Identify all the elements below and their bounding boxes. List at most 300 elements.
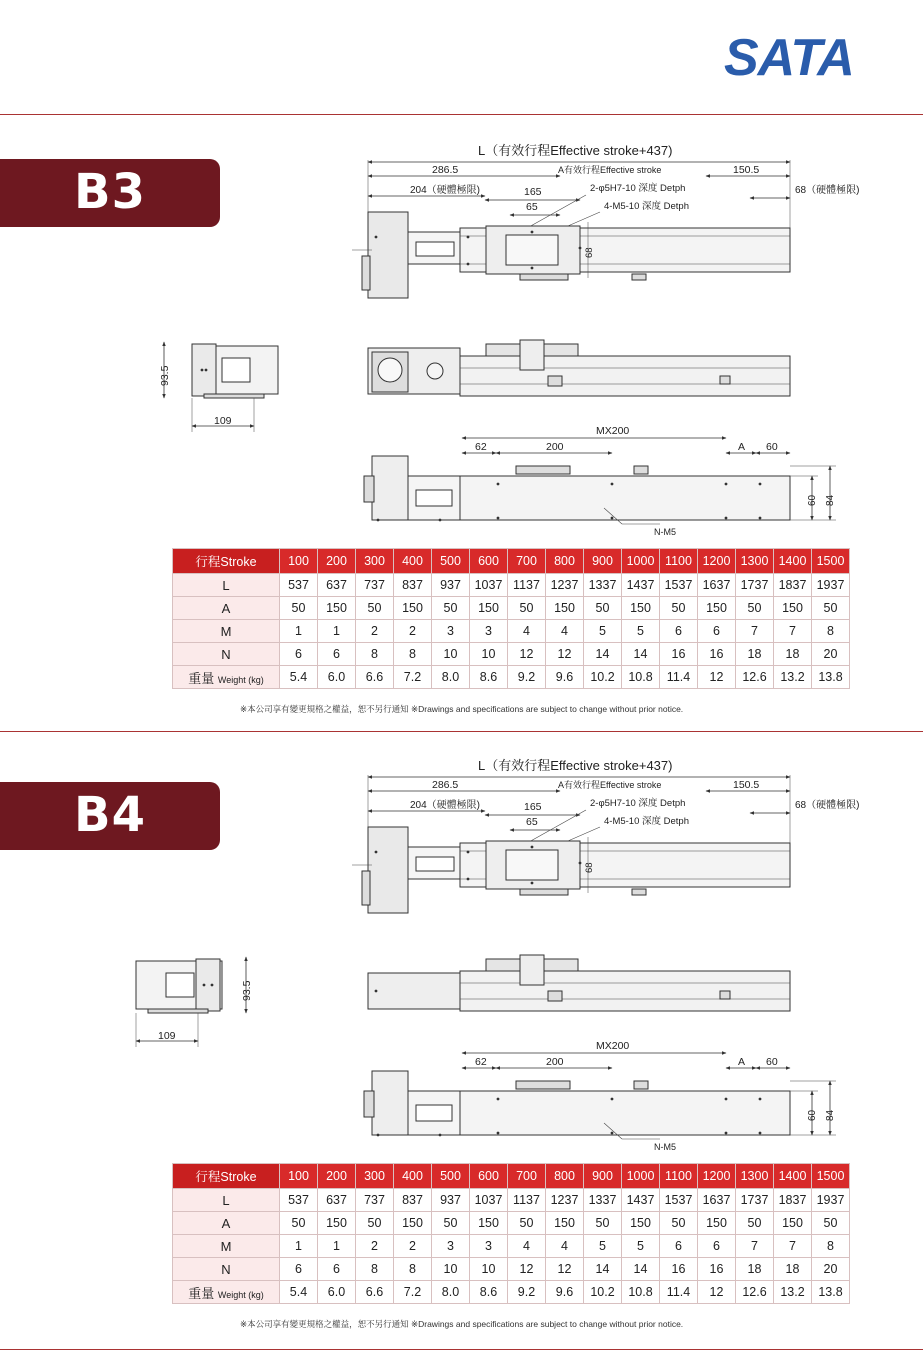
- table-cell: 1937: [812, 1189, 850, 1212]
- table-cell: 150: [698, 1212, 736, 1235]
- stroke-cell: 1100: [660, 1164, 698, 1189]
- dimension-label: 65: [526, 816, 538, 828]
- table-cell: 50: [432, 1212, 470, 1235]
- carriage-block: [520, 955, 544, 985]
- carriage-plate: [506, 235, 558, 265]
- stroke-cell: 100: [280, 1164, 318, 1189]
- table-cell: 50: [812, 1212, 850, 1235]
- coupling-window: [416, 1105, 452, 1121]
- hole-mark: [611, 483, 614, 486]
- base-outer-label: 84: [825, 494, 836, 506]
- stroke-cell: 1300: [736, 1164, 774, 1189]
- stroke-cell: 800: [546, 1164, 584, 1189]
- table-cell: 150: [394, 1212, 432, 1235]
- carriage-height-label: 68: [584, 247, 595, 258]
- hole-mark: [467, 878, 470, 881]
- hole-mark: [205, 369, 208, 372]
- row-label: A: [173, 597, 280, 620]
- motor-bottom: [372, 1071, 408, 1135]
- table-cell: 6: [280, 643, 318, 666]
- carriage-block: [520, 340, 544, 370]
- table-cell: 13.8: [812, 1281, 850, 1304]
- actuator-bottom-body: [460, 476, 790, 520]
- motor-housing: [368, 827, 408, 913]
- table-cell: 7: [774, 620, 812, 643]
- hole-mark: [759, 483, 762, 486]
- hole-mark: [579, 862, 582, 865]
- coupling-window: [416, 242, 454, 256]
- row-label: M: [173, 620, 280, 643]
- stroke-cell: 1000: [622, 1164, 660, 1189]
- stroke-cell: 500: [432, 549, 470, 574]
- coupling-face: [427, 363, 443, 379]
- model-tag-label: B4: [74, 787, 146, 843]
- sensor-bracket: [520, 889, 568, 895]
- table-cell: 10: [470, 643, 508, 666]
- table-cell: 6: [280, 1258, 318, 1281]
- table-cell: 13.8: [812, 666, 850, 689]
- sensor-bracket: [632, 889, 646, 895]
- stroke-cell: 1000: [622, 549, 660, 574]
- table-cell: 537: [280, 1189, 318, 1212]
- table-cell: 50: [356, 597, 394, 620]
- hole-mark: [759, 1098, 762, 1101]
- carriage-height-label: 68: [584, 862, 595, 873]
- table-row-n: [173, 643, 850, 666]
- table-cell: 1537: [660, 574, 698, 597]
- table-row-m: [173, 1235, 850, 1258]
- table-row-l: [173, 1189, 850, 1212]
- dimension-label: 165: [524, 801, 542, 813]
- sensor-bracket: [632, 274, 646, 280]
- end-view-base: [204, 394, 264, 398]
- screw-holes-label: 4-M5-10 深度 Detph: [604, 201, 690, 212]
- weight-label: 重量: [188, 1285, 215, 1301]
- table-cell: 50: [736, 597, 774, 620]
- end-view-slot: [166, 973, 194, 997]
- table-cell: 10.2: [584, 666, 622, 689]
- effective-stroke-label: A有效行程Effective stroke: [558, 165, 662, 175]
- table-cell: 10.8: [622, 1281, 660, 1304]
- table-cell: 8.0: [432, 1281, 470, 1304]
- weight-unit: Weight (kg): [217, 1289, 264, 1300]
- table-cell: 2: [356, 620, 394, 643]
- row-label: N: [173, 1258, 280, 1281]
- table-cell: 8: [812, 1235, 850, 1258]
- table-cell: 737: [356, 1189, 394, 1212]
- dimension-label: 62: [475, 1056, 487, 1068]
- table-cell: 7.2: [394, 1281, 432, 1304]
- hole-mark: [375, 236, 378, 239]
- stroke-cell: 300: [356, 1164, 394, 1189]
- total-length-label: L（有效行程Effective stroke+437): [478, 758, 673, 773]
- stroke-header: 行程Stroke: [173, 1164, 280, 1189]
- table-cell: 2: [394, 620, 432, 643]
- table-cell: 5: [584, 620, 622, 643]
- motor-housing: [368, 212, 408, 298]
- table-cell: 50: [432, 597, 470, 620]
- dimension-label: 165: [524, 186, 542, 198]
- sensor-bracket: [634, 466, 648, 474]
- weight-label: 重量: [188, 670, 215, 686]
- table-cell: 6: [318, 1258, 356, 1281]
- sensor-bracket: [634, 1081, 648, 1089]
- table-cell: 12.6: [736, 1281, 774, 1304]
- hole-mark: [467, 263, 470, 266]
- disclaimer-note: ※本公司享有變更規格之權益，恕不另行通知 ※Drawings and specifications are subject to change without prior notice.: [240, 704, 684, 714]
- table-cell: 7: [774, 1235, 812, 1258]
- table-cell: 1337: [584, 574, 622, 597]
- n-holes-label: N-M5: [654, 1142, 676, 1152]
- table-cell: 20: [812, 643, 850, 666]
- stroke-cell: 900: [584, 1164, 622, 1189]
- hole-mark: [579, 247, 582, 250]
- table-cell: 11.4: [660, 1281, 698, 1304]
- n-holes-label: N-M5: [654, 527, 676, 537]
- table-cell: 1837: [774, 574, 812, 597]
- row-label-weight: [173, 1281, 280, 1304]
- motor-cap: [362, 256, 370, 290]
- stroke-cell: 600: [470, 1164, 508, 1189]
- table-cell: 50: [812, 597, 850, 620]
- hole-mark: [531, 882, 534, 885]
- pin-holes-label: 2-φ5H7-10 深度 Detph: [590, 183, 686, 194]
- table-cell: 10: [432, 643, 470, 666]
- table-cell: 5: [622, 1235, 660, 1258]
- stroke-cell: 700: [508, 1164, 546, 1189]
- dimension-label: 60: [766, 441, 778, 453]
- hole-mark: [201, 369, 204, 372]
- table-cell: 1737: [736, 574, 774, 597]
- table-row-a: [173, 597, 850, 620]
- table-cell: 1: [318, 620, 356, 643]
- table-cell: 2: [356, 1235, 394, 1258]
- end-height-label: 93.5: [159, 365, 171, 386]
- hole-mark: [725, 517, 728, 520]
- table-cell: 6: [698, 1235, 736, 1258]
- table-cell: 9.2: [508, 666, 546, 689]
- table-cell: 150: [622, 597, 660, 620]
- motor-cap: [364, 1091, 374, 1117]
- table-cell: 150: [318, 1212, 356, 1235]
- table-cell: 50: [508, 1212, 546, 1235]
- table-cell: 4: [508, 1235, 546, 1258]
- table-cell: 6: [698, 620, 736, 643]
- table-cell: 10: [470, 1258, 508, 1281]
- row-label-weight: [173, 666, 280, 689]
- table-cell: 1937: [812, 574, 850, 597]
- hole-mark: [611, 1098, 614, 1101]
- dimension-label: 150.5: [733, 164, 760, 176]
- table-cell: 1737: [736, 1189, 774, 1212]
- table-cell: 10.8: [622, 666, 660, 689]
- table-cell: 1237: [546, 574, 584, 597]
- hole-mark: [211, 984, 214, 987]
- table-header-row: [173, 1164, 850, 1189]
- logo-text: SATA: [724, 29, 854, 87]
- table-cell: 50: [660, 597, 698, 620]
- hole-mark: [759, 517, 762, 520]
- table-cell: 8.6: [470, 1281, 508, 1304]
- table-cell: 13.2: [774, 666, 812, 689]
- stroke-cell: 200: [318, 1164, 356, 1189]
- table-cell: 737: [356, 574, 394, 597]
- table-cell: 1537: [660, 1189, 698, 1212]
- drawing-b3: [159, 143, 859, 537]
- table-cell: 150: [546, 1212, 584, 1235]
- table-cell: 5.4: [280, 666, 318, 689]
- actuator-side-body: [460, 356, 790, 396]
- hole-mark: [725, 1132, 728, 1135]
- table-cell: 6: [318, 643, 356, 666]
- table-cell: 937: [432, 574, 470, 597]
- table-cell: 12: [508, 1258, 546, 1281]
- table-cell: 1: [280, 620, 318, 643]
- hole-mark: [531, 231, 534, 234]
- sensor-block: [548, 376, 562, 386]
- table-cell: 150: [470, 597, 508, 620]
- table-cell: 18: [736, 1258, 774, 1281]
- end-width-label: 109: [214, 415, 232, 427]
- table-row-m: [173, 620, 850, 643]
- motor-cap: [364, 476, 374, 502]
- sensor-block: [548, 991, 562, 1001]
- effective-stroke-label: A有效行程Effective stroke: [558, 780, 662, 790]
- dimension-label: 286.5: [432, 164, 459, 176]
- table-cell: 14: [584, 1258, 622, 1281]
- table-cell: 150: [774, 1212, 812, 1235]
- dimension-label: 60: [766, 1056, 778, 1068]
- table-row-weight: [173, 666, 850, 689]
- hole-mark: [531, 267, 534, 270]
- hole-mark: [611, 1132, 614, 1135]
- stroke-cell: 500: [432, 1164, 470, 1189]
- stroke-cell: 1400: [774, 1164, 812, 1189]
- hole-mark: [611, 517, 614, 520]
- stroke-cell: 1400: [774, 549, 812, 574]
- dimension-label: 200: [546, 441, 564, 453]
- table-cell: 16: [698, 1258, 736, 1281]
- table-cell: 10.2: [584, 1281, 622, 1304]
- mx-label: MX200: [596, 425, 630, 437]
- stroke-header: 行程Stroke: [173, 549, 280, 574]
- sensor-bracket: [516, 466, 570, 474]
- table-cell: 150: [698, 597, 736, 620]
- hole-mark: [439, 519, 442, 522]
- table-cell: 5.4: [280, 1281, 318, 1304]
- table-cell: 3: [432, 1235, 470, 1258]
- table-row-n: [173, 1258, 850, 1281]
- stroke-cell: 100: [280, 549, 318, 574]
- motor-face: [378, 358, 402, 382]
- table-cell: 3: [470, 1235, 508, 1258]
- table-cell: 1: [318, 1235, 356, 1258]
- dimension-label: 65: [526, 201, 538, 213]
- table-cell: 1437: [622, 1189, 660, 1212]
- table-cell: 6.0: [318, 1281, 356, 1304]
- table-cell: 8: [356, 1258, 394, 1281]
- table-cell: 9.6: [546, 666, 584, 689]
- stroke-cell: 800: [546, 549, 584, 574]
- table-cell: 8.0: [432, 666, 470, 689]
- table-cell: 12: [698, 1281, 736, 1304]
- stroke-cell: 1200: [698, 549, 736, 574]
- row-label: L: [173, 1189, 280, 1212]
- sensor-block: [720, 991, 730, 999]
- table-cell: 13.2: [774, 1281, 812, 1304]
- actuator-side-body: [460, 971, 790, 1011]
- stroke-cell: 1100: [660, 549, 698, 574]
- hole-mark: [497, 483, 500, 486]
- stroke-cell: 200: [318, 549, 356, 574]
- table-row-weight: [173, 1281, 850, 1304]
- stroke-cell: 700: [508, 549, 546, 574]
- table-cell: 6: [660, 620, 698, 643]
- table-cell: 11.4: [660, 666, 698, 689]
- dimension-label: 150.5: [733, 779, 760, 791]
- table-cell: 50: [280, 597, 318, 620]
- dimension-label: 62: [475, 441, 487, 453]
- table-cell: 637: [318, 1189, 356, 1212]
- carriage-plate: [506, 850, 558, 880]
- table-cell: 8: [812, 620, 850, 643]
- spec-table-b4: [172, 1163, 850, 1304]
- end-view-base: [148, 1009, 208, 1013]
- table-cell: 10: [432, 1258, 470, 1281]
- table-cell: 16: [660, 643, 698, 666]
- table-cell: 12.6: [736, 666, 774, 689]
- table-cell: 150: [622, 1212, 660, 1235]
- table-cell: 150: [546, 597, 584, 620]
- table-cell: 537: [280, 574, 318, 597]
- table-cell: 4: [546, 620, 584, 643]
- table-cell: 50: [736, 1212, 774, 1235]
- table-row-a: [173, 1212, 850, 1235]
- table-cell: 1237: [546, 1189, 584, 1212]
- table-cell: 12: [546, 1258, 584, 1281]
- table-cell: 3: [470, 620, 508, 643]
- stroke-cell: 1300: [736, 549, 774, 574]
- end-view-plate: [196, 959, 220, 1011]
- table-cell: 50: [584, 597, 622, 620]
- stroke-cell: 900: [584, 549, 622, 574]
- hole-mark: [375, 990, 378, 993]
- table-cell: 18: [774, 1258, 812, 1281]
- dimension-label: 68（硬體極限): [795, 800, 860, 811]
- table-cell: 150: [318, 597, 356, 620]
- table-cell: 1337: [584, 1189, 622, 1212]
- table-cell: 150: [470, 1212, 508, 1235]
- table-cell: 8.6: [470, 666, 508, 689]
- pin-holes-label: 2-φ5H7-10 深度 Detph: [590, 798, 686, 809]
- table-cell: 2: [394, 1235, 432, 1258]
- table-cell: 8: [394, 1258, 432, 1281]
- hole-mark: [377, 519, 380, 522]
- stroke-cell: 400: [394, 1164, 432, 1189]
- table-cell: 50: [660, 1212, 698, 1235]
- base-inner-label: 60: [807, 1109, 818, 1121]
- table-cell: 150: [394, 597, 432, 620]
- sensor-block: [720, 376, 730, 384]
- table-cell: 50: [508, 597, 546, 620]
- table-cell: 50: [280, 1212, 318, 1235]
- stroke-cell: 1200: [698, 1164, 736, 1189]
- motor-bottom: [372, 456, 408, 520]
- row-label: M: [173, 1235, 280, 1258]
- coupling-window: [416, 857, 454, 871]
- table-cell: 1637: [698, 574, 736, 597]
- table-cell: 8: [356, 643, 394, 666]
- drawing-b4: [136, 758, 859, 1152]
- table-cell: 1137: [508, 1189, 546, 1212]
- end-width-label: 109: [158, 1030, 176, 1042]
- mx-label: MX200: [596, 1040, 630, 1052]
- table-cell: 1837: [774, 1189, 812, 1212]
- coupling-window: [416, 490, 452, 506]
- hole-mark: [439, 1134, 442, 1137]
- table-cell: 50: [584, 1212, 622, 1235]
- screw-holes-label: 4-M5-10 深度 Detph: [604, 816, 690, 827]
- dimension-label: 204（硬體極限): [410, 800, 481, 811]
- table-cell: 1137: [508, 574, 546, 597]
- total-length-label: L（有效行程Effective stroke+437): [478, 143, 673, 158]
- stroke-cell: 300: [356, 549, 394, 574]
- weight-unit: Weight (kg): [217, 674, 264, 685]
- table-cell: 837: [394, 574, 432, 597]
- actuator-bottom-body: [460, 1091, 790, 1135]
- end-view-plate: [192, 344, 216, 396]
- hole-mark: [725, 483, 728, 486]
- dimension-label: A: [738, 1056, 746, 1068]
- table-cell: 8: [394, 643, 432, 666]
- table-cell: 14: [622, 643, 660, 666]
- motor-side: [368, 973, 460, 1009]
- table-cell: 6.6: [356, 1281, 394, 1304]
- table-cell: 1437: [622, 574, 660, 597]
- table-cell: 12: [546, 643, 584, 666]
- table-cell: 6: [660, 1235, 698, 1258]
- dimension-label: 68（硬體極限): [795, 185, 860, 196]
- table-cell: 1637: [698, 1189, 736, 1212]
- table-cell: 12: [698, 666, 736, 689]
- table-cell: 14: [584, 643, 622, 666]
- table-cell: 1: [280, 1235, 318, 1258]
- base-outer-label: 84: [825, 1109, 836, 1121]
- table-cell: 16: [698, 643, 736, 666]
- stroke-cell: 600: [470, 549, 508, 574]
- stroke-cell: 1500: [812, 549, 850, 574]
- base-inner-label: 60: [807, 494, 818, 506]
- hole-mark: [377, 1134, 380, 1137]
- table-cell: 1037: [470, 1189, 508, 1212]
- table-cell: 4: [546, 1235, 584, 1258]
- table-cell: 18: [774, 643, 812, 666]
- table-row-l: [173, 574, 850, 597]
- table-cell: 50: [356, 1212, 394, 1235]
- dimension-label: 200: [546, 1056, 564, 1068]
- table-cell: 14: [622, 1258, 660, 1281]
- hole-mark: [497, 1132, 500, 1135]
- table-cell: 5: [584, 1235, 622, 1258]
- hole-mark: [497, 1098, 500, 1101]
- table-cell: 20: [812, 1258, 850, 1281]
- hole-mark: [375, 851, 378, 854]
- table-cell: 7: [736, 620, 774, 643]
- disclaimer-note: ※本公司享有變更規格之權益，恕不另行通知 ※Drawings and specifications are subject to change without prior notice.: [240, 1319, 684, 1329]
- table-header-row: [173, 549, 850, 574]
- hole-mark: [725, 1098, 728, 1101]
- end-view-slot: [222, 358, 250, 382]
